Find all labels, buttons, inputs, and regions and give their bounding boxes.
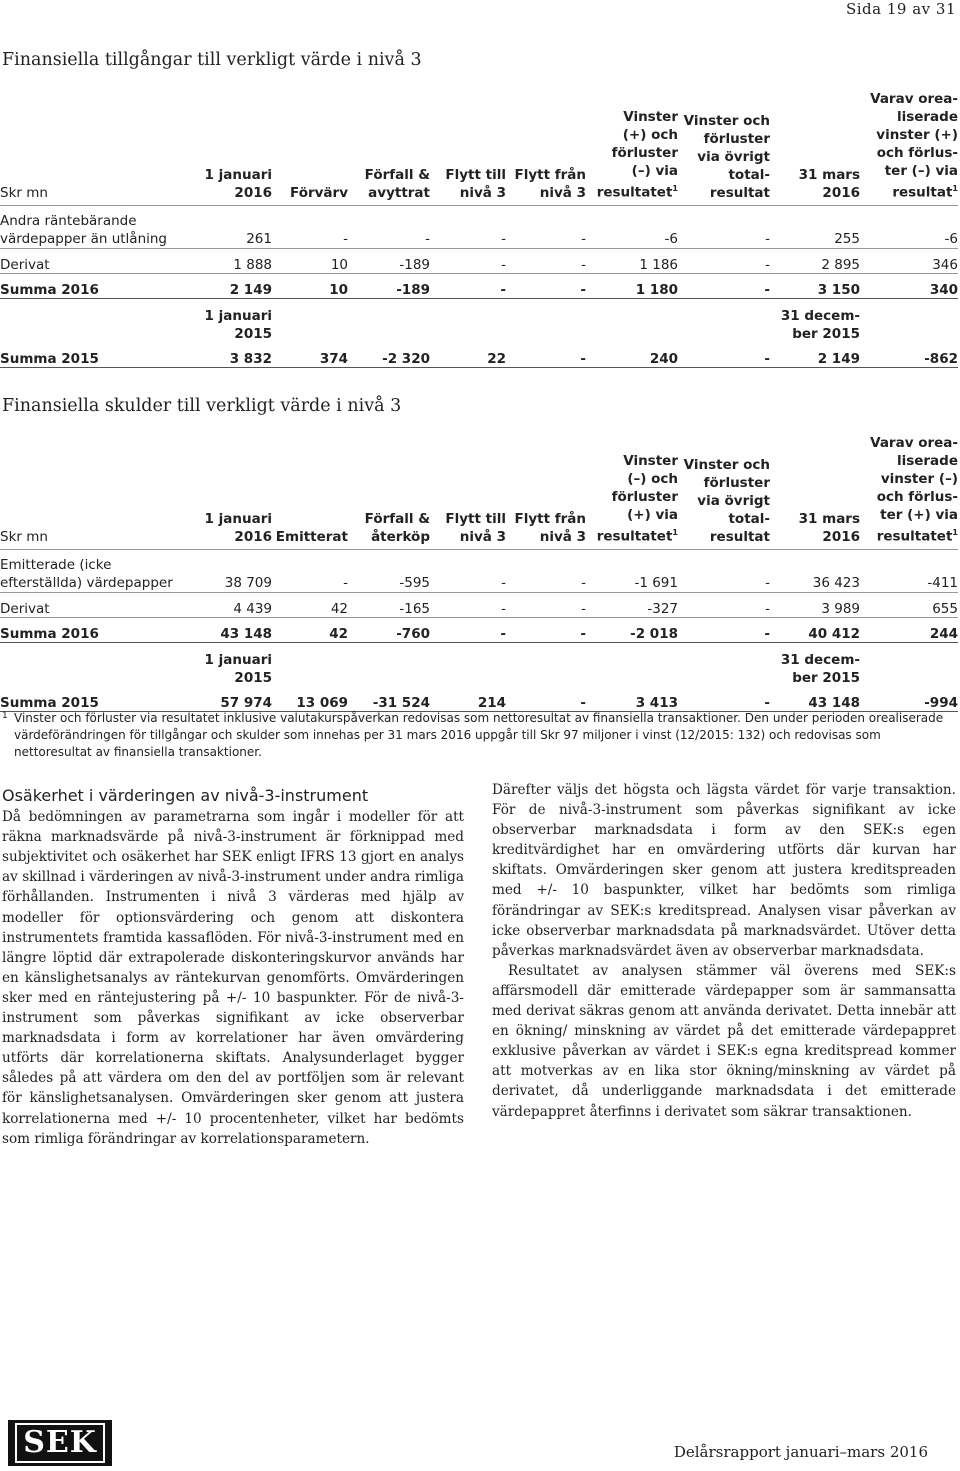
- cell: -: [678, 273, 770, 298]
- cell: 10: [272, 248, 348, 273]
- header-cell: Varav orea- liserade vinster (+) och förlus- ter (–) via resultat$^1$: [860, 90, 958, 205]
- cell: -: [430, 248, 506, 273]
- paragraph: Därefter väljs det högsta och lägsta värdet för varje transaktion. För de nivå-3-instrument som påverkas signifikant av icke observerbar marknadsdata i form av den SEK:s egen kreditvärdighet har en omvärdering utförts där kurvan har skiftats. Omvärderingen sker genom att justera kreditspreaden med +/- 10 baspunkter, vilket har bedömts som rimliga förändringar av SEK:s kreditspread. Analysen visar påverkan av icke observerbar marknadsdata på marknadsvärdet. Utöver detta påverkas marknadsvärdet även av observerbar marknadsdata.: [492, 782, 956, 959]
- cell: -: [506, 592, 586, 617]
- header-cell: Skr mn: [0, 90, 200, 205]
- cell: 38 709: [200, 549, 272, 592]
- header-cell: Vinster och förluster via övrigt total- resultat: [678, 434, 770, 549]
- row-label: Derivat: [0, 592, 200, 617]
- cell: -189: [348, 273, 430, 298]
- cell: -: [430, 273, 506, 298]
- table-row: [0, 549, 958, 592]
- cell: -2 018: [586, 617, 678, 642]
- cell: 42: [272, 617, 348, 642]
- left-column: [2, 786, 464, 1149]
- paragraph: Då bedömningen av parametrarna som ingår i modeller för att räkna marknadsvärde på nivå-3-instrument är förknippad med subjektivitet och osäkerhet har SEK enligt IFRS 13 gjort en analys av skillnad i värderingen av nivå-3-instrument under andra rimliga förhållanden. Instrumenten i nivå 3 värderas med hjälp av modeller för optionsvärdering och genom att diskontera instrumentets framtida kassaflöden. För nivå-3-instrument med en längre löptid där extrapolerade diskonteringskurvor används har en känslighetsanalys av räntekurvan genomförts. Omvärderingen sker med en räntejustering på +/- 10 baspunkter. För de nivå-3-instrument som påverkas signifikant av icke observerbar marknadsdata i form av korrelationer har även omvärdering utförts där korrelationerna skiftats. Analysunderlaget bygger således på att värdera om den del av portföljen som är relevant för känslighetsanalysen. Omvärderingen sker genom att justera korrelationerna med +/- 10 procentenheter, vilket har bedömts som rimliga förändringar av korrelationsparametern.: [2, 809, 464, 1147]
- cell: -327: [586, 592, 678, 617]
- total-row: [0, 617, 958, 642]
- table-row: [0, 248, 958, 273]
- cell: 346: [860, 248, 958, 273]
- subheader-cell: 1 januari 2015: [204, 307, 272, 342]
- cell: -31 524: [348, 687, 430, 712]
- header-cell: Flytt från nivå 3: [506, 90, 586, 205]
- cell: -760: [348, 617, 430, 642]
- liabilities-heading: Finansiella skulder till verkligt värde i nivå 3: [2, 396, 402, 416]
- header-cell: Förfall & avyttrat: [348, 90, 430, 205]
- subheader-row: [0, 298, 958, 343]
- total-row: [0, 687, 958, 712]
- cell: 57 974: [200, 687, 272, 712]
- cell: -: [678, 617, 770, 642]
- cell: -: [506, 343, 586, 368]
- cell: 40 412: [770, 617, 860, 642]
- footnote-marker: 1: [2, 711, 8, 721]
- cell: 1 186: [586, 248, 678, 273]
- subheader-cell: 31 decem- ber 2015: [780, 651, 860, 686]
- cell: 4 439: [200, 592, 272, 617]
- assets-table: [0, 90, 958, 368]
- row-label: Summa 2016: [0, 273, 200, 298]
- cell: -411: [860, 549, 958, 592]
- cell: -: [678, 205, 770, 248]
- cell: 43 148: [770, 687, 860, 712]
- sek-logo: SEK: [8, 1420, 112, 1466]
- subheader-row: [0, 642, 958, 687]
- cell: 2 149: [770, 343, 860, 368]
- cell: -: [678, 549, 770, 592]
- cell: 1 888: [200, 248, 272, 273]
- cell: -: [430, 205, 506, 248]
- cell: 1 180: [586, 273, 678, 298]
- assets-header-row: [0, 90, 958, 205]
- cell: 10: [272, 273, 348, 298]
- cell: 3 150: [770, 273, 860, 298]
- cell: -6: [586, 205, 678, 248]
- cell: -: [272, 549, 348, 592]
- cell: -: [348, 205, 430, 248]
- cell: 36 423: [770, 549, 860, 592]
- row-label: Summa 2015: [0, 687, 200, 712]
- cell: -862: [860, 343, 958, 368]
- header-cell: Flytt från nivå 3: [506, 434, 586, 549]
- cell: -: [678, 687, 770, 712]
- cell: 3 832: [200, 343, 272, 368]
- row-label: Summa 2015: [0, 343, 200, 368]
- row-label: Emitterade (icke efterställda) värdepapper: [0, 549, 200, 592]
- cell: 3 413: [586, 687, 678, 712]
- cell: 240: [586, 343, 678, 368]
- header-cell: Flytt till nivå 3: [430, 434, 506, 549]
- header-cell: 31 mars 2016: [770, 90, 860, 205]
- total-row: [0, 273, 958, 298]
- liabilities-header-row: [0, 434, 958, 549]
- table-row: [0, 592, 958, 617]
- report-title: Delårsrapport januari–mars 2016: [673, 1443, 928, 1461]
- header-cell: Flytt till nivå 3: [430, 90, 506, 205]
- cell: 374: [272, 343, 348, 368]
- header-cell: Varav orea- liserade vinster (–) och förlus- ter (+) via resultatet$^1$: [860, 434, 958, 549]
- footnote: [2, 710, 952, 761]
- section-title: Osäkerhet i värderingen av nivå-3-instrument: [2, 786, 369, 805]
- cell: -595: [348, 549, 430, 592]
- table-row: [0, 205, 958, 248]
- cell: -6: [860, 205, 958, 248]
- cell: 261: [200, 205, 272, 248]
- cell: -: [506, 617, 586, 642]
- cell: 42: [272, 592, 348, 617]
- cell: -: [506, 248, 586, 273]
- row-label: Derivat: [0, 248, 200, 273]
- header-cell: 31 mars 2016: [770, 434, 860, 549]
- header-cell: Förvärv: [272, 90, 348, 205]
- cell: -: [430, 617, 506, 642]
- cell: -165: [348, 592, 430, 617]
- cell: 43 148: [200, 617, 272, 642]
- cell: -: [678, 592, 770, 617]
- cell: -2 320: [348, 343, 430, 368]
- cell: -: [678, 343, 770, 368]
- liabilities-table: [0, 434, 958, 712]
- cell: -1 691: [586, 549, 678, 592]
- total-row: [0, 343, 958, 368]
- assets-heading: Finansiella tillgångar till verkligt värde i nivå 3: [2, 50, 422, 70]
- cell: -: [506, 549, 586, 592]
- subheader-cell: 31 decem- ber 2015: [780, 307, 860, 342]
- header-cell: Förfall & återköp: [348, 434, 430, 549]
- cell: -: [430, 549, 506, 592]
- page-number: Sida 19 av 31: [845, 0, 956, 18]
- header-cell: 1 januari 2016: [200, 434, 272, 549]
- cell: 244: [860, 617, 958, 642]
- row-label: Andra räntebärande värdepapper än utlåning: [0, 205, 200, 248]
- right-column: [492, 780, 956, 1122]
- cell: 13 069: [272, 687, 348, 712]
- row-label: Summa 2016: [0, 617, 200, 642]
- cell: -: [430, 592, 506, 617]
- header-cell: Vinster (–) och förluster (+) via resultatet$^1$: [586, 434, 678, 549]
- header-cell: 1 januari 2016: [200, 90, 272, 205]
- cell: 340: [860, 273, 958, 298]
- cell: 214: [430, 687, 506, 712]
- header-cell: Vinster (+) och förluster (–) via resultatet$^1$: [586, 90, 678, 205]
- header-cell: Emitterat: [272, 434, 348, 549]
- cell: -: [506, 205, 586, 248]
- paragraph: Resultatet av analysen stämmer väl överens med SEK:s affärsmodell där emitterade värdepapper som är sammansatta med derivat säkras genom att använda derivatet. Detta innebär att en ökning/ minskning av värdet på det emitterade värdepappret exklusive påverkan av värdet i SEK:s egna kreditspread kommer att motverkas av en lika stor ökning/minskning av värdet på derivatet, då underliggande marknadsdata i det emitterade värdepappret återfinns i derivatet som säkrar transaktionen.: [492, 962, 956, 1120]
- header-cell: Skr mn: [0, 434, 200, 549]
- cell: -: [506, 273, 586, 298]
- cell: -: [272, 205, 348, 248]
- header-cell: Vinster och förluster via övrigt total- resultat: [678, 90, 770, 205]
- cell: 2 895: [770, 248, 860, 273]
- cell: 3 989: [770, 592, 860, 617]
- cell: -189: [348, 248, 430, 273]
- cell: 22: [430, 343, 506, 368]
- cell: 655: [860, 592, 958, 617]
- cell: -994: [860, 687, 958, 712]
- footnote-text: Vinster och förluster via resultatet inklusive valutakurspåverkan redovisas som nettoresultat av finansiella transaktioner. Den under perioden orealiserade värdeförändringen för tillgångar och skulder som innehas per 31 mars 2016 uppgår till Skr 97 miljoner i vinst (12/2015: 132) och redovisas som nettoresultat av finansiella transaktioner.: [14, 711, 944, 759]
- cell: -: [506, 687, 586, 712]
- cell: 2 149: [200, 273, 272, 298]
- cell: 255: [770, 205, 860, 248]
- subheader-cell: 1 januari 2015: [204, 651, 272, 686]
- cell: -: [678, 248, 770, 273]
